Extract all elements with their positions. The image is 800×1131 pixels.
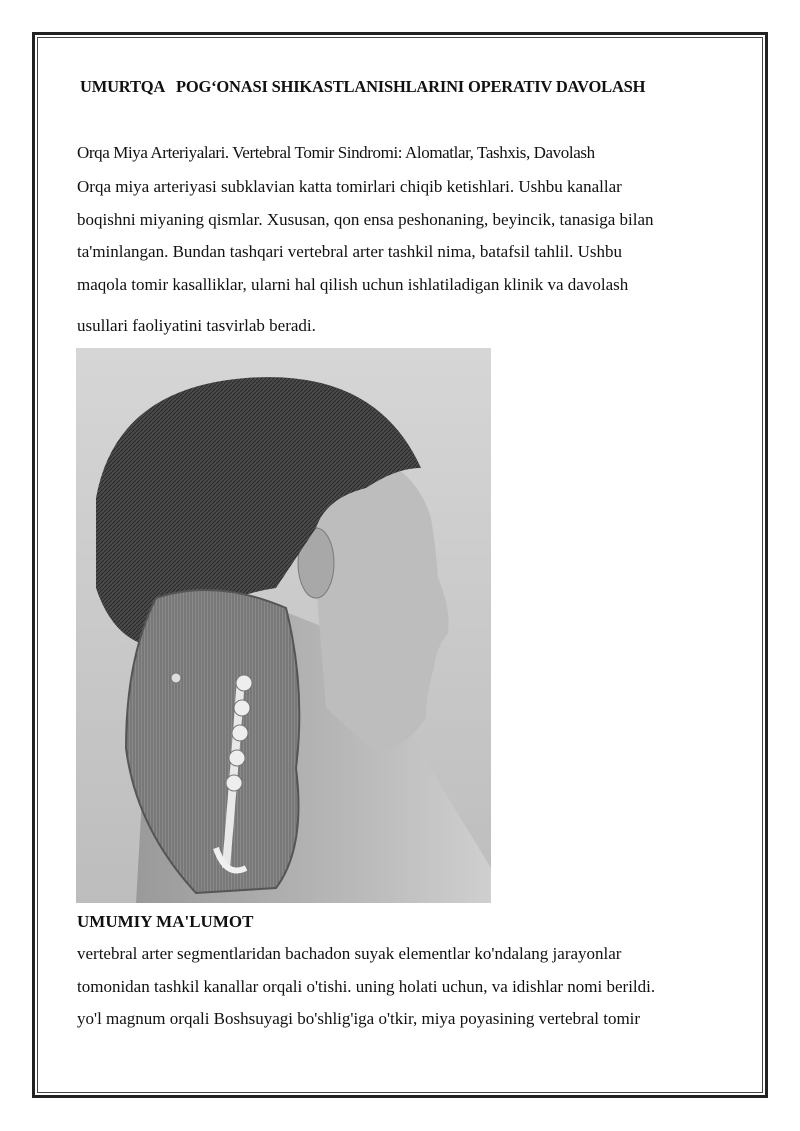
paragraph-line: yo'l magnum orqali Boshsuyagi bo'shlig'iga o'tkir, miya poyasining vertebral tomir <box>77 1009 641 1028</box>
anatomical-neck-illustration <box>76 348 491 903</box>
paragraph-line: maqola tomir kasalliklar, ularni hal qilish uchun ishlatiladigan klinik va davolash <box>77 274 629 294</box>
general-info-paragraph <box>77 938 737 1036</box>
paragraph-line: tomonidan tashkil kanallar orqali o'tishi. uning holati uchun, va idishlar nomi berildi. <box>77 976 656 996</box>
section-heading: UMUMIY MA'LUMOT <box>77 912 254 931</box>
paragraph-line: vertebral arter segmentlaridan bachadon suyak elementlar ko'ndalang jarayonlar <box>77 944 622 963</box>
paragraph-line: ta'minlangan. Bundan tashqari vertebral arter tashkil nima, batafsil tahlil. Ushbu <box>77 242 623 261</box>
paragraph-line: usullari faoliyatini tasvirlab beradi. <box>77 316 316 335</box>
intro-paragraph <box>77 171 737 301</box>
document-subtitle: Orqa Miya Arteriyalari. Vertebral Tomir Sindromi: Alomatlar, Tashxis, Davolash <box>77 143 595 162</box>
illustration-svg <box>76 348 491 903</box>
document-title: UMURTQA POG‘ONASI SHIKASTLANISHLARINI OPERATIV DAVOLASH <box>80 77 646 96</box>
paragraph-line: Orqa miya arteriyasi subklavian katta tomirlari chiqib ketishlari. Ushbu kanallar <box>77 177 622 196</box>
paragraph-line: boqishni miyaning qismlar. Xususan, qon ensa peshonaning, beyincik, tanasiga bilan <box>77 209 654 229</box>
